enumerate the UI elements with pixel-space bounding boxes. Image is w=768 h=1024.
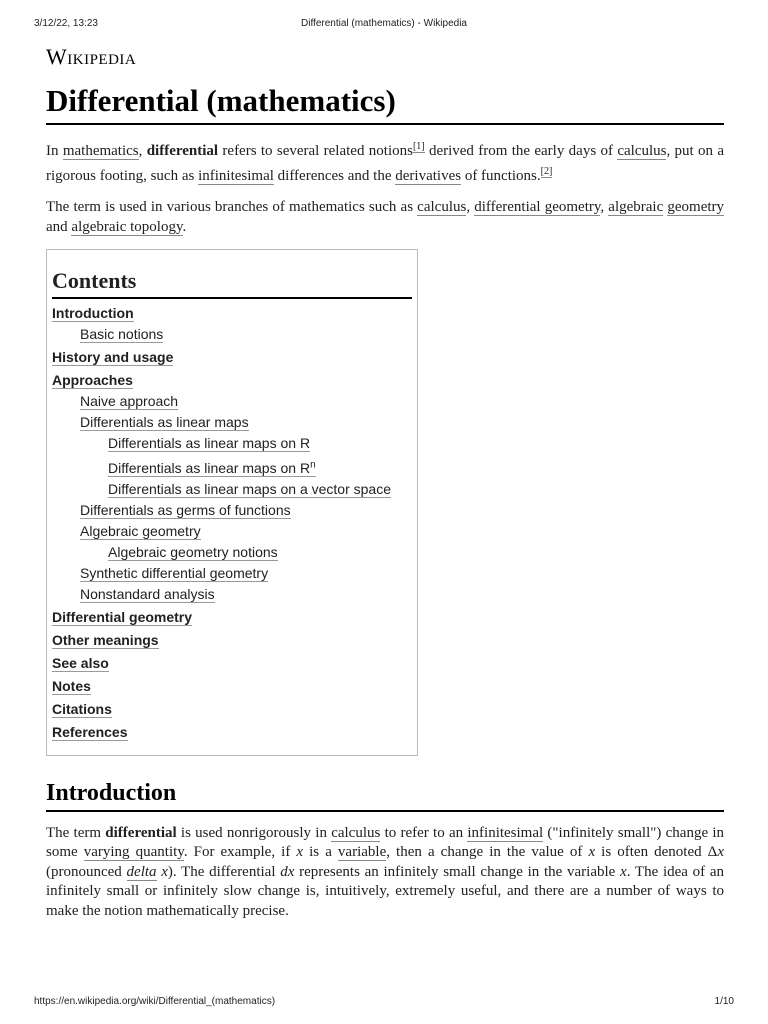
toc-item: [52, 349, 412, 366]
toc-item: [52, 678, 412, 695]
toc-list: [52, 305, 412, 741]
toc-link-nonstandard-analysis[interactable]: Nonstandard analysis: [80, 585, 215, 602]
toc-item: [52, 305, 412, 322]
text: ,: [600, 199, 609, 215]
toc-link-notes[interactable]: Notes: [52, 677, 91, 694]
toc-item: [52, 456, 412, 477]
toc-item: [52, 586, 412, 603]
link-algebraic-topology[interactable]: algebraic topology: [71, 218, 183, 235]
toc-link-linear-maps[interactable]: Differentials as linear maps: [80, 414, 249, 430]
text: The term is used in various branches of mathematics such as: [46, 199, 418, 215]
print-url: https://en.wikipedia.org/wiki/Differential_(mathematics): [34, 996, 276, 1007]
link-variable[interactable]: variable: [337, 844, 387, 861]
link-infinitesimal[interactable]: infinitesimal: [198, 167, 274, 184]
toc-link-germs-of-functions[interactable]: Differentials as germs of functions: [80, 501, 291, 518]
toc-item: [52, 393, 412, 410]
toc-item: [52, 609, 412, 626]
text: ,: [466, 199, 475, 215]
article: [46, 44, 724, 933]
page-title: Differential (mathematics): [46, 82, 724, 125]
toc-link-see-also[interactable]: See also: [52, 654, 109, 671]
toc-link-naive-approach[interactable]: Naive approach: [80, 393, 179, 409]
link-derivatives[interactable]: derivatives: [395, 167, 462, 184]
toc-item: [52, 724, 412, 741]
introduction-paragraph: [46, 824, 724, 922]
toc-item: [52, 632, 412, 649]
text: of functions.: [461, 167, 541, 184]
link-differential-geometry[interactable]: differential geometry: [474, 199, 601, 215]
text: ,: [138, 143, 147, 159]
table-of-contents: [46, 249, 418, 756]
toc-link-introduction[interactable]: Introduction: [52, 305, 134, 321]
toc-link-linear-maps-vector-space[interactable]: Differentials as linear maps on a vector space: [108, 480, 391, 497]
math-var: x: [620, 863, 627, 880]
toc-link-other-meanings[interactable]: Other meanings: [52, 631, 159, 648]
link-calculus[interactable]: calculus: [617, 143, 667, 159]
text: ). The differential: [167, 863, 281, 880]
text: The term: [46, 824, 106, 841]
superscript: n: [310, 459, 316, 470]
link-calculus[interactable]: calculus: [417, 199, 467, 215]
toc-item: [52, 502, 412, 519]
citation-2[interactable]: [2]: [540, 165, 553, 177]
wikipedia-logo[interactable]: Wikipedia: [46, 44, 137, 69]
toc-item: [52, 435, 412, 452]
toc-link-history-and-usage[interactable]: History and usage: [52, 349, 174, 365]
toc-item: [52, 372, 412, 389]
intro-paragraph-2: [46, 198, 724, 237]
toc-item: [52, 523, 412, 540]
intro-paragraph-1: [46, 137, 724, 186]
link-text: delta: [126, 863, 157, 880]
bold-term: differential: [105, 824, 177, 841]
math-var: dx: [280, 863, 295, 880]
link-varying-quantity[interactable]: varying quantity: [83, 844, 184, 861]
print-header: [34, 18, 734, 32]
toc-item: [52, 655, 412, 672]
math-var: x: [588, 844, 596, 861]
toc-item: [52, 544, 412, 561]
toc-link-citations[interactable]: Citations: [52, 700, 112, 717]
print-footer: [34, 996, 734, 1010]
text: is a: [303, 844, 338, 861]
toc-link-linear-maps-on-rn[interactable]: [108, 460, 316, 477]
link-algebraic-geometry[interactable]: algebraic: [608, 199, 664, 215]
toc-title: Contents: [52, 268, 412, 299]
text: ("infinitely small") change in some: [46, 824, 725, 861]
toc-item: [52, 565, 412, 582]
toc-link-approaches[interactable]: Approaches: [52, 372, 133, 388]
link-calculus[interactable]: calculus: [331, 824, 381, 841]
toc-link-basic-notions[interactable]: Basic notions: [80, 326, 164, 342]
toc-link-references[interactable]: References: [52, 723, 128, 740]
toc-link-text: Differentials as linear maps on R: [108, 459, 311, 476]
toc-link-differential-geometry[interactable]: Differential geometry: [52, 608, 193, 625]
toc-link-synthetic-differential-geometry[interactable]: Synthetic differential geometry: [80, 564, 269, 581]
text: , then a change in the value of: [386, 844, 589, 861]
text: (pronounced: [46, 863, 127, 880]
text: . For example, if: [183, 844, 297, 861]
print-page-number: 1/10: [714, 996, 734, 1007]
toc-item: [52, 326, 412, 343]
print-page-title: Differential (mathematics) - Wikipedia: [301, 18, 467, 29]
text: . The idea of an infinitely small or infinitely slow change is, intuitively, extremely useful, and there are a number of ways to make the notion mathematically precise.: [46, 863, 725, 919]
citation-1[interactable]: [1]: [412, 141, 425, 152]
toc-link-linear-maps-on-r[interactable]: Differentials as linear maps on R: [108, 435, 311, 451]
math-var: x: [717, 844, 724, 861]
text: .: [182, 218, 187, 235]
toc-item: [52, 481, 412, 498]
toc-item: [52, 701, 412, 718]
link-algebraic-geometry[interactable]: geometry: [667, 199, 725, 215]
text: represents an infinitely small change in the variable: [294, 863, 621, 880]
text: to refer to an: [380, 824, 468, 841]
text: is used nonrigorously in: [176, 824, 332, 841]
text: In: [46, 143, 63, 159]
print-datetime: 3/12/22, 13:23: [34, 18, 98, 29]
link-infinitesimal[interactable]: infinitesimal: [467, 824, 544, 841]
link-mathematics[interactable]: mathematics: [62, 143, 139, 159]
toc-link-algebraic-geometry-notions[interactable]: Algebraic geometry notions: [108, 543, 278, 560]
text: refers to several related notions: [218, 143, 413, 159]
math-var: x: [296, 844, 304, 861]
text: differences and the: [273, 167, 396, 184]
toc-item: [52, 414, 412, 431]
section-heading-introduction: Introduction: [46, 780, 724, 812]
text: , put on a rigorous footing, such as: [46, 143, 725, 184]
text: is often denoted Δ: [595, 844, 718, 861]
link-delta[interactable]: [127, 864, 157, 881]
text: derived from the early days of: [424, 143, 618, 159]
text: and: [46, 218, 72, 235]
bold-term: differential: [146, 143, 219, 159]
toc-link-algebraic-geometry[interactable]: Algebraic geometry: [80, 522, 201, 539]
math-var: x: [161, 863, 168, 880]
